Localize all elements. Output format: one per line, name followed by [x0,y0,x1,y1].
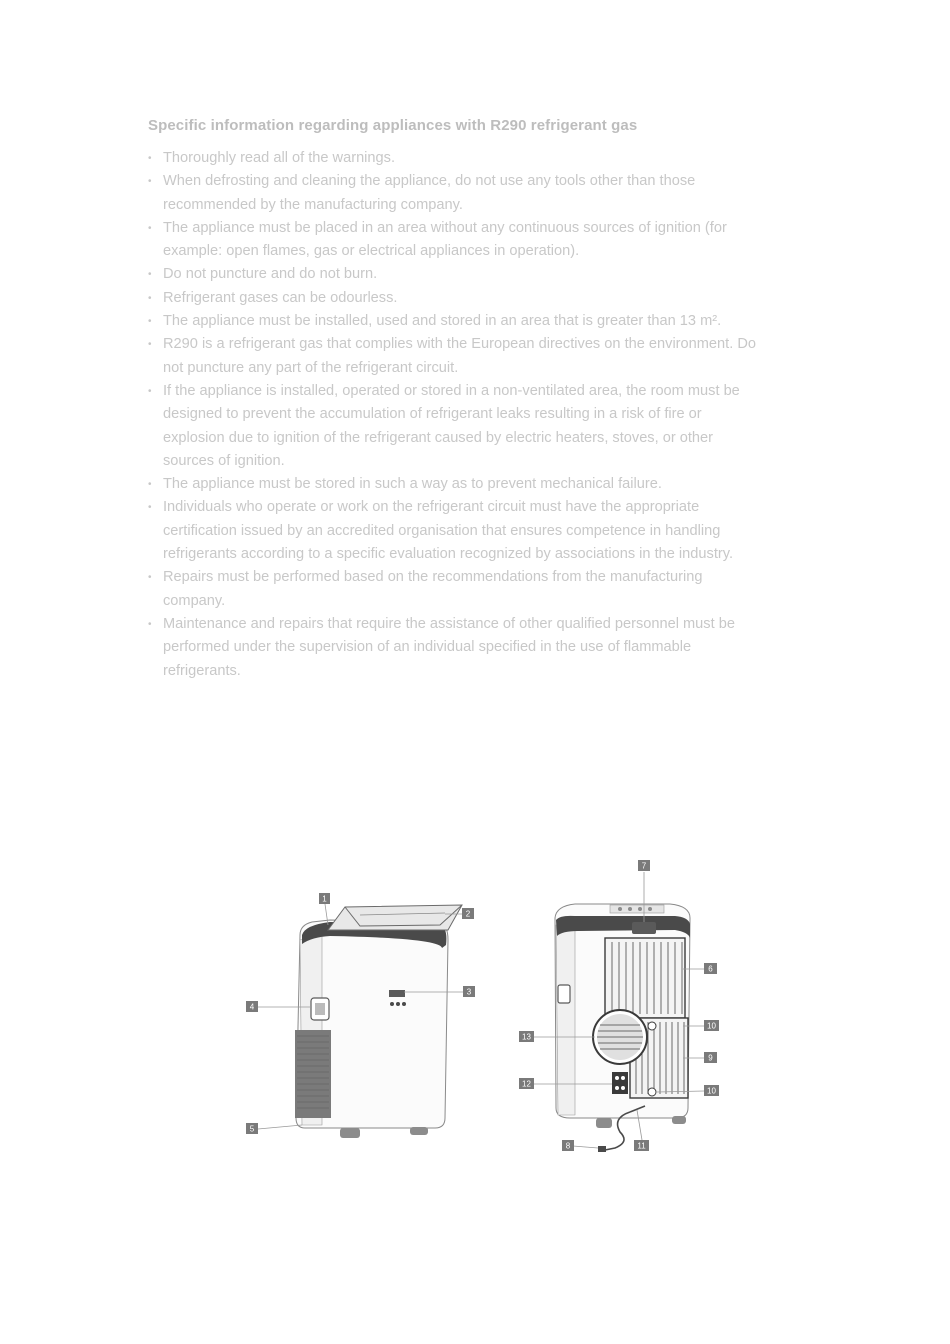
bullet-icon: • [148,292,152,304]
callout-number: 2 [465,909,471,919]
callout-number: 4 [249,1002,255,1012]
callout-number: 11 [637,1141,646,1151]
callout-number: 10 [707,1021,716,1031]
callout-9 [704,1052,717,1063]
warning-text: Refrigerant gases can be odourless. [163,289,398,306]
bullet-icon: • [148,572,152,584]
callout-13 [519,1031,534,1042]
bullet-icon: • [148,316,152,328]
warning-text: The appliance must be installed, used and stored in an area that is greater than 13 m². [163,313,722,330]
section-title: Specific information regarding appliances with R290 refrigerant gas [148,117,638,134]
warning-text: Thoroughly read all of the warnings. [163,150,396,166]
callout-number: 9 [708,1053,713,1063]
warning-text: Individuals who operate or work on the refrigerant circuit must have the appropriate certification issued by an accredited organisation that ensures competence in handling refrigerants according to a specific evaluation recognized by associations in the industry. [163,499,734,563]
callout-11 [634,1140,649,1151]
warning-text: Repairs must be performed based on the recommendations from the manufacturing company. [163,569,703,609]
warning-text: Do not puncture and do not burn. [163,266,378,283]
bullet-icon: • [148,339,152,351]
warning-text: The appliance must be stored in such a way as to prevent mechanical failure. [163,476,662,493]
front-view-illustration [295,905,462,1138]
bullet-icon: • [148,269,152,281]
bullet-icon: • [148,153,152,164]
warning-text: When defrosting and cleaning the appliance, do not use any tools other than those recommended by the manufacturing company. [163,173,696,213]
callout-number: 7 [641,861,647,871]
callout-number: 12 [522,1079,531,1089]
callout-1 [319,893,330,904]
callout-5 [246,1123,258,1134]
callout-3 [463,986,475,997]
callout-number: 10 [707,1086,716,1096]
bullet-icon: • [148,502,152,514]
callout-7 [638,860,650,871]
bullet-icon: • [148,385,152,397]
callout-number: 5 [249,1124,255,1134]
callout-number: 13 [522,1032,531,1042]
bullet-icon: • [148,222,152,234]
warning-text: Maintenance and repairs that require the assistance of other qualified personnel must be performed under the supervision of an individual specified in the use of flammable refrigerants. [163,615,735,679]
callout-10-upper [704,1020,719,1031]
callout-6 [704,963,717,974]
bullet-icon: • [148,479,152,491]
callout-number: 8 [565,1141,571,1151]
callout-10-lower [704,1085,719,1096]
callout-12 [519,1078,534,1089]
callout-4 [246,1001,258,1012]
rear-view-illustration [555,904,690,1152]
callout-8 [562,1140,574,1151]
warning-text: The appliance must be placed in an area without any continuous sources of ignition (for example: open flames, gas or electrical appliances in operation). [163,219,727,260]
bullet-icon: • [148,618,152,630]
warning-text: If the appliance is installed, operated or stored in a non-ventilated area, the room must be designed to prevent the accumulation of refrigerant leaks resulting in a risk of fire or explosion due to ignition of the refrigerant caused by electric heaters, stoves, or other sources of ignition. [163,382,740,469]
callout-number: 1 [322,894,327,904]
callout-number: 6 [708,964,713,974]
warning-text: R290 is a refrigerant gas that complies with the European directives on the environment. Do not puncture any part of the refrigerant circuit. [163,336,756,376]
bullet-icon: • [148,176,152,188]
callout-2 [462,908,474,919]
callout-number: 3 [466,987,472,997]
